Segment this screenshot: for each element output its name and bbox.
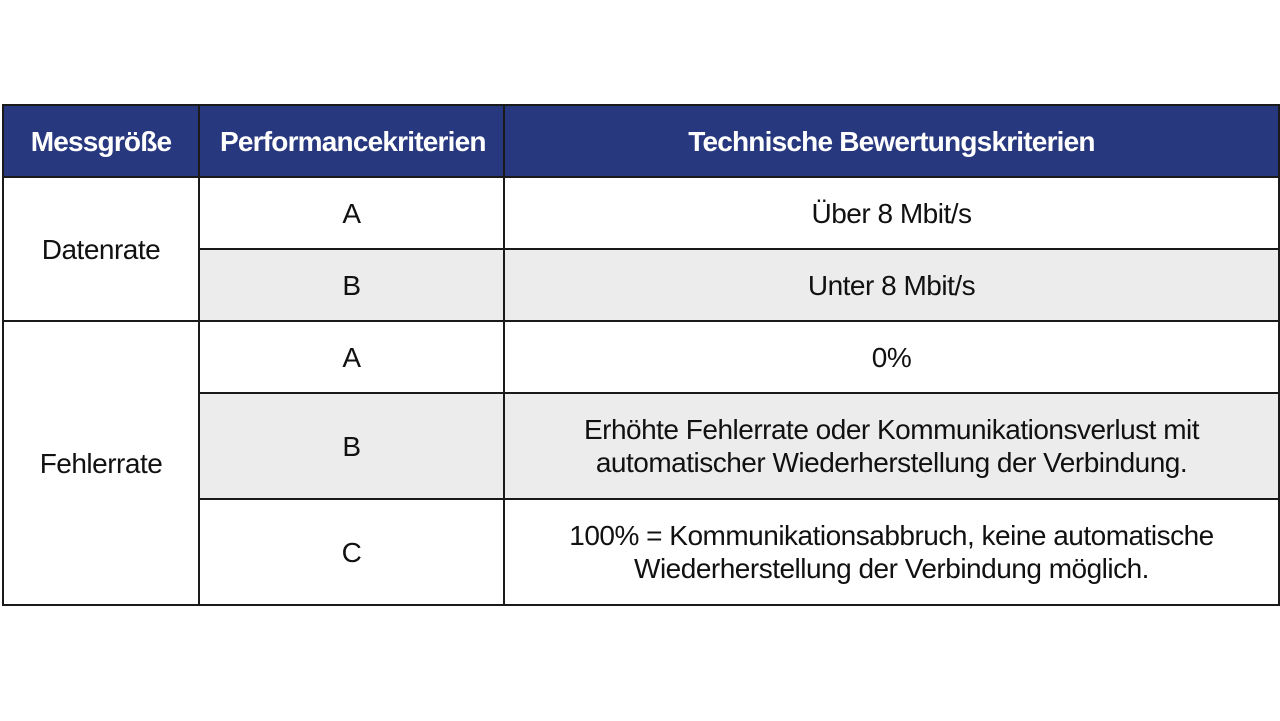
description-line: Über 8 Mbit/s	[811, 197, 972, 229]
description-cell	[504, 499, 1279, 605]
description-cell	[504, 249, 1279, 321]
header-technische-bewertungskriterien: Technische Bewertungskriterien	[504, 105, 1279, 177]
header-performancekriterien: Performancekriterien	[199, 105, 504, 177]
description-cell	[504, 321, 1279, 393]
description-line: 0%	[871, 341, 912, 373]
table-row	[3, 321, 1279, 393]
metric-cell-datenrate: Datenrate	[3, 177, 199, 321]
performance-criteria-table	[2, 104, 1280, 606]
table-header	[3, 105, 1279, 177]
criterion-cell: B	[199, 393, 504, 499]
description-cell	[504, 177, 1279, 249]
description-line: automatischer Wiederherstellung der Verbindung.	[595, 447, 1188, 478]
table-row	[3, 177, 1279, 249]
criterion-cell: A	[199, 321, 504, 393]
table-body	[3, 177, 1279, 605]
description-line: Unter 8 Mbit/s	[807, 269, 976, 301]
criteria-table-container	[2, 104, 1278, 606]
header-row	[3, 105, 1279, 177]
description-cell	[504, 393, 1279, 499]
description-line: 100% = Kommunikationsabbruch, keine automatische	[569, 520, 1214, 551]
description-line: Erhöhte Fehlerrate oder Kommunikationsverlust mit	[583, 414, 1200, 445]
criterion-cell: A	[199, 177, 504, 249]
criterion-cell: B	[199, 249, 504, 321]
metric-cell-fehlerrate: Fehlerrate	[3, 321, 199, 605]
criterion-cell: C	[199, 499, 504, 605]
header-messgroesse: Messgröße	[3, 105, 199, 177]
description-line: Wiederherstellung der Verbindung möglich.	[634, 553, 1149, 584]
